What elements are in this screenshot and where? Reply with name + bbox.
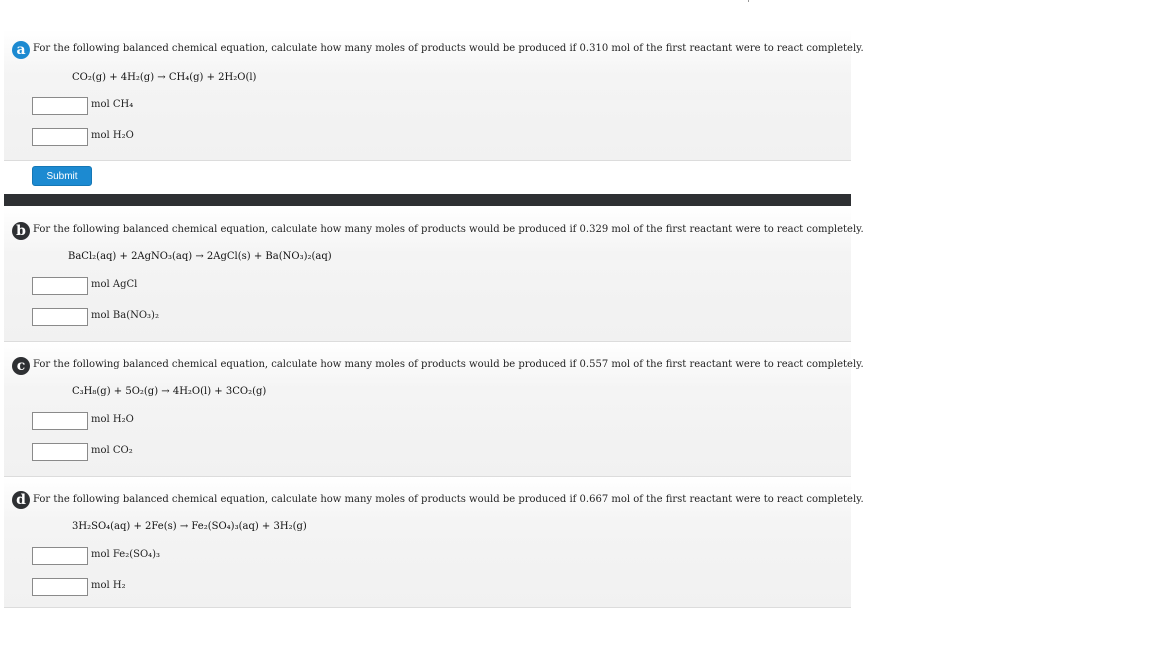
answer-unit-b2: mol Ba(NO₃)₂ [91, 310, 159, 321]
question-section-d [4, 477, 864, 608]
answer-input-b2[interactable] [32, 308, 88, 326]
question-section-c [4, 342, 864, 477]
question-prompt-b: For the following balanced chemical equation, calculate how many moles of products would be produced if 0.329 mol of the first reactant were to react completely. [33, 224, 864, 235]
answer-unit-d2: mol H₂ [91, 580, 126, 591]
answer-input-c1[interactable] [32, 412, 88, 430]
answer-input-d2[interactable] [32, 578, 88, 596]
answer-input-d1[interactable] [32, 547, 88, 565]
question-prompt-c: For the following balanced chemical equation, calculate how many moles of products would be produced if 0.557 mol of the first reactant were to react completely. [33, 359, 864, 370]
question-section-a [4, 30, 864, 161]
section-divider [4, 194, 851, 206]
answer-input-a1[interactable] [32, 97, 88, 115]
submit-button[interactable]: Submit [32, 166, 92, 186]
scroll-marker [748, 0, 749, 2]
section-badge-b: b [12, 222, 30, 240]
question-prompt-d: For the following balanced chemical equation, calculate how many moles of products would be produced if 0.667 mol of the first reactant were to react completely. [33, 494, 864, 505]
chemical-equation-d: 3H₂SO₄(aq) + 2Fe(s) → Fe₂(SO₄)₃(aq) + 3H₂(g) [72, 521, 307, 532]
section-badge-c: c [12, 357, 30, 375]
answer-input-b1[interactable] [32, 277, 88, 295]
answer-input-c2[interactable] [32, 443, 88, 461]
question-prompt-a: For the following balanced chemical equation, calculate how many moles of products would be produced if 0.310 mol of the first reactant were to react completely. [33, 43, 864, 54]
answer-unit-c1: mol H₂O [91, 414, 134, 425]
section-badge-a: a [12, 41, 30, 59]
chemical-equation-b: BaCl₂(aq) + 2AgNO₃(aq) → 2AgCl(s) + Ba(NO₃)₂(aq) [68, 251, 332, 262]
answer-unit-a2: mol H₂O [91, 130, 134, 141]
question-section-b [4, 207, 864, 342]
chemical-equation-a: CO₂(g) + 4H₂(g) → CH₄(g) + 2H₂O(l) [72, 72, 257, 83]
chemical-equation-c: C₃H₈(g) + 5O₂(g) → 4H₂O(l) + 3CO₂(g) [72, 386, 267, 397]
section-badge-d: d [12, 491, 30, 509]
answer-input-a2[interactable] [32, 128, 88, 146]
answer-unit-a1: mol CH₄ [91, 99, 134, 110]
answer-unit-c2: mol CO₂ [91, 445, 133, 456]
answer-unit-d1: mol Fe₂(SO₄)₃ [91, 549, 161, 560]
answer-unit-b1: mol AgCl [91, 279, 138, 290]
